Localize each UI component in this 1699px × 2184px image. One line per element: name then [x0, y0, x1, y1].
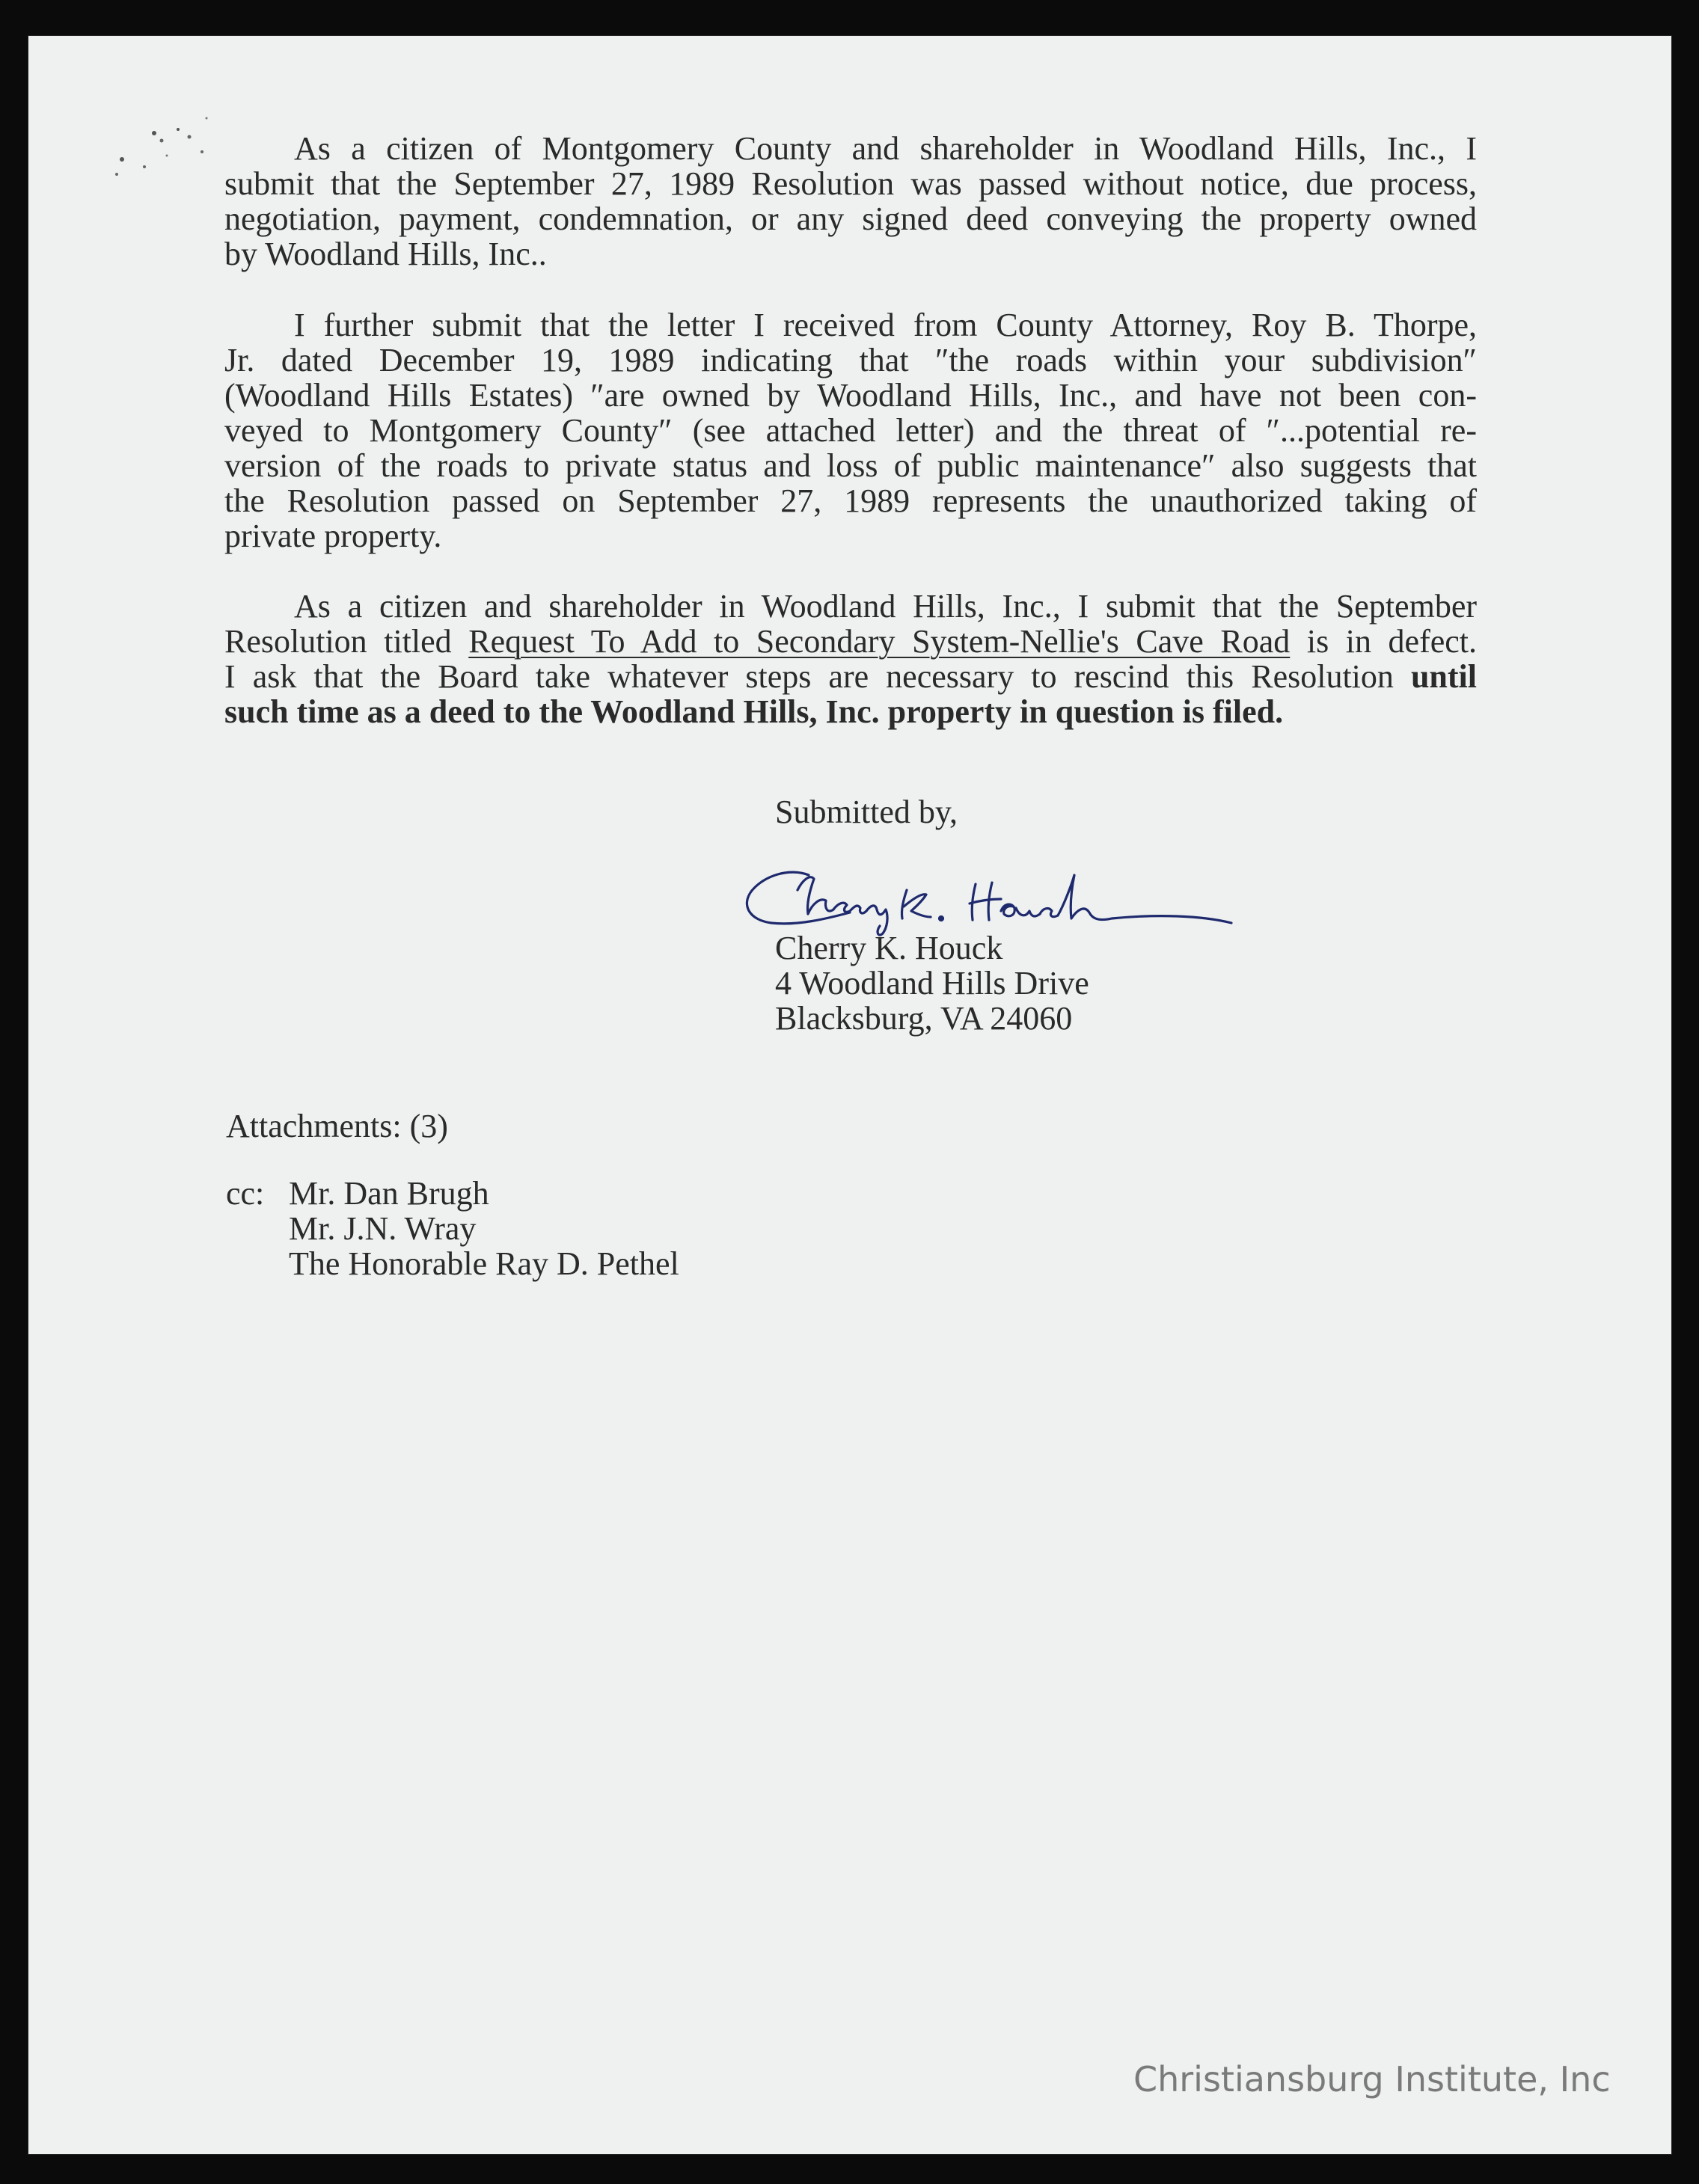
p2-line-4: veyed to Montgomery County″ (see attached letter) and the threat of ″...potential re- [224, 412, 1477, 449]
p2-line-3: (Woodland Hills Estates) ″are owned by Woodland Hills, Inc., and have not been con- [224, 377, 1477, 414]
p3-line-3-prefix: I ask that the Board take whatever steps are necessary to rescind this Resolution [224, 658, 1411, 695]
p3-line-2 [224, 624, 1477, 659]
cc-recipient: The Honorable Ray D. Pethel [289, 1245, 679, 1282]
cc-recipients [289, 1176, 679, 1281]
p3-line-3 [224, 659, 1477, 694]
signer-name: Cherry K. Houck [775, 930, 1003, 966]
paragraph-1 [224, 131, 1477, 272]
signer-address-line-2: Blacksburg, VA 24060 [775, 1000, 1073, 1037]
p3-line-2-prefix: Resolution titled [224, 623, 469, 660]
p2-line-6: the Resolution passed on September 27, 1989 represents the unauthorized taking of [224, 482, 1477, 519]
letter-page [28, 36, 1671, 2154]
paragraph-3 [224, 589, 1477, 729]
p3-line-3-bold: until [1410, 658, 1477, 695]
p2-line-1: I further submit that the letter I received from County Attorney, Roy B. Thorpe, [294, 307, 1477, 343]
p3-line-2-suffix: is in defect. [1290, 623, 1477, 660]
p1-line-4: by Woodland Hills, Inc.. [224, 236, 547, 272]
p2-line-2: Jr. dated December 19, 1989 indicating that ″the roads within your subdivision″ [224, 342, 1477, 378]
cc-label: cc: [226, 1175, 265, 1212]
watermark: Christiansburg Institute, Inc [1133, 2059, 1611, 2099]
attachments: Attachments: (3) [226, 1108, 448, 1144]
p1-line-1: As a citizen of Montgomery County and shareholder in Woodland Hills, Inc., I [294, 130, 1477, 167]
resolution-title: Request To Add to Secondary System-Nellie's Cave Road [468, 623, 1291, 660]
signer-address-line-1: 4 Woodland Hills Drive [775, 965, 1089, 1001]
p3-line-4: such time as a deed to the Woodland Hills, Inc. property in question is filed. [224, 693, 1284, 730]
p2-line-7: private property. [224, 518, 442, 554]
p1-line-3: negotiation, payment, condemnation, or any signed deed conveying the property owned [224, 200, 1477, 237]
closing: Submitted by, [775, 794, 958, 830]
cc-recipient: Mr. J.N. Wray [289, 1210, 477, 1247]
signer-block [775, 930, 1089, 1036]
paragraph-2 [224, 307, 1477, 553]
p3-line-1: As a citizen and shareholder in Woodland Hills, Inc., I submit that the September [294, 588, 1477, 625]
paper-specks [66, 73, 215, 185]
p2-line-5: version of the roads to private status and loss of public maintenance″ also suggests that [224, 447, 1477, 484]
p1-line-2: submit that the September 27, 1989 Resolution was passed without notice, due process, [224, 165, 1477, 202]
cc-recipient: Mr. Dan Brugh [289, 1175, 489, 1212]
